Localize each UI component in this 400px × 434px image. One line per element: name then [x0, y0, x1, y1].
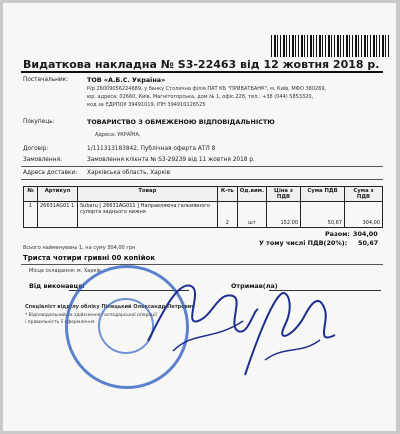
col-sum-vat: Сума ПДВ [301, 187, 345, 202]
cell-sum-total: 304,00 [345, 202, 383, 228]
info-divider [21, 166, 383, 167]
col-article: Артикул [38, 187, 78, 202]
supplier-line-3: код за ЄДРПОУ 39491019, ІПН 394910126525 [87, 102, 206, 108]
specialist-line: Спеціаліст відділу обліку Пілецький Олександр Петрович [25, 304, 195, 310]
sum-in-words: Триста чотири гривні 00 копійок [23, 254, 156, 262]
vat-label: У тому числі ПДВ(20%): [259, 239, 348, 247]
place-label: Місце складання: м. Харків [29, 268, 101, 274]
items-count-line: Всього найменувань 1, на суму 304,00 грн [23, 245, 136, 251]
title-divider [21, 71, 383, 73]
items-table [23, 186, 383, 228]
barcode [271, 35, 389, 57]
note-line-1: * Відповідальний за здійснення господарської операції [25, 313, 157, 318]
buyer-address: Адреса: УКРАЇНА, [95, 132, 141, 138]
delivery-label: Адреса доставки: [23, 170, 78, 176]
note-line-2: і правильність її оформлення [25, 320, 95, 325]
order-label: Замовлення: [23, 157, 62, 163]
cell-sum-vat: 50,67 [301, 202, 345, 228]
cell-price: 152,00 [267, 202, 301, 228]
table-row [24, 202, 383, 228]
col-qty: К-ть [217, 187, 237, 202]
invoice-page [3, 3, 396, 431]
supplier-line-1: Р/р 26009056224689, у банку Столична філія ПАТ КБ "ПРИВАТБАНК", м. Київ, МФО 380269, [87, 86, 327, 92]
order-value: Замовлення клієнта № S3-29239 від 11 жовтня 2018 р. [87, 157, 255, 163]
delivery-value: Харківська область, Харків [87, 170, 171, 176]
col-no: № [24, 187, 38, 202]
total-label: Разом: [325, 230, 350, 238]
buyer-label: Покупець: [23, 119, 55, 125]
total-value: 304,00 [353, 230, 378, 238]
cell-unit: шт [237, 202, 266, 228]
table-header-row [24, 187, 383, 202]
cell-qty: 2 [217, 202, 237, 228]
contract-label: Договір: [23, 146, 49, 152]
vat-value: 50,67 [358, 239, 379, 247]
cell-product: Subaru [ 26631AG011 ] Направляюча гальмівного супорта заднього нижня [78, 202, 218, 228]
col-unit: Од.вим. [237, 187, 266, 202]
supplier-label: Постачальник: [23, 77, 69, 83]
supplier-name: ТОВ «А.Б.С. Україна» [87, 76, 166, 84]
delivery-divider [21, 179, 383, 180]
col-price: Ціна з ПДВ [267, 187, 301, 202]
receiver-signature [225, 265, 345, 385]
col-sum-total: Сума з ПДВ [345, 187, 383, 202]
cell-no: 1 [24, 202, 38, 228]
issued-label: Від виконавця: [29, 282, 85, 290]
received-label: Отримав(ла) [231, 282, 278, 290]
cell-article: 26631AG01 1 [38, 202, 78, 228]
contract-value: 1/111313183842, Публічная оферта АТЛ 8 [87, 146, 216, 152]
buyer-name: ТОВАРИСТВО З ОБМЕЖЕНОЮ ВІДПОВІДАЛЬНІСТЮ [87, 118, 275, 126]
col-product: Товар [78, 187, 218, 202]
supplier-line-2: юр. адреса: 02660, Київ, Магнітогорська, дом № 1, офіс 228, тел.: +38 (044) 5853320, [87, 94, 314, 100]
invoice-title: Видаткова накладна № S3-22463 від 12 жовтня 2018 р. [23, 58, 380, 71]
